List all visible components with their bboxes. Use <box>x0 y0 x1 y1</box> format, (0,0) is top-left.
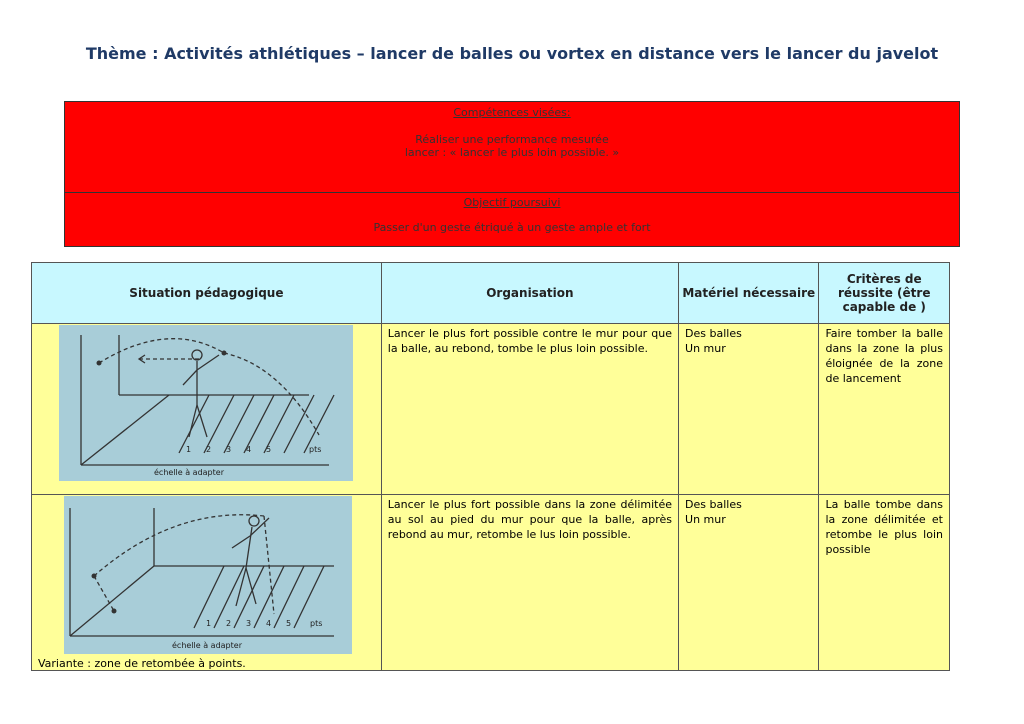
criteres-text: Faire tomber la balle dans la zone la plus éloignée de la zone de lancement <box>825 327 943 385</box>
table-row <box>32 495 950 671</box>
header-materiel: Matériel nécessaire <box>679 263 819 324</box>
organisation-text: Lancer le plus fort possible contre le mur pour que la balle, au rebond, tombe le plus loin possible. <box>387 327 673 355</box>
table-row <box>32 324 950 495</box>
situation-cell <box>32 324 382 495</box>
competences-heading: Compétences visées: <box>453 106 571 119</box>
header-criteres: Critères de réussite (être capable de ) <box>819 263 950 324</box>
variante-text: Variante : zone de retombée à points. <box>38 657 246 670</box>
objectif-text: Passer d'un geste étriqué à un geste ample et fort <box>373 221 651 234</box>
competences-line-2: lancer : « lancer le plus loin possible. » <box>404 146 620 159</box>
competences-section <box>65 102 959 193</box>
organisation-cell <box>381 495 678 671</box>
competences-line-1: Réaliser une performance mesurée <box>415 133 609 146</box>
situation-cell <box>32 495 382 671</box>
materiel-item: Un mur <box>685 513 726 526</box>
materiel-item: Des balles <box>685 498 742 511</box>
zone-label: 1 <box>186 445 192 454</box>
throw-floor-sketch <box>64 496 352 654</box>
pedagogy-table <box>31 262 950 671</box>
materiel-cell <box>679 324 819 495</box>
criteres-cell <box>819 324 950 495</box>
zone-label: 3 <box>246 619 252 628</box>
zone-label: 2 <box>206 445 212 454</box>
zone-label: 5 <box>286 619 292 628</box>
objectives-box <box>64 101 960 247</box>
organisation-cell <box>381 324 678 495</box>
sketch-scale-label: échelle à adapter <box>154 468 224 477</box>
objectif-section <box>65 192 959 248</box>
throw-wall-sketch <box>59 325 353 481</box>
header-situation: Situation pédagogique <box>32 263 382 324</box>
zone-label: pts <box>309 445 322 454</box>
criteres-text: La balle tombe dans la zone délimitée et retombe le plus loin possible <box>825 498 943 556</box>
organisation-text: Lancer le plus fort possible dans la zone délimitée au sol au pied du mur pour que la balle, après rebond au mur, retombe le lus loin possible. <box>387 498 673 541</box>
header-organisation: Organisation <box>381 263 678 324</box>
materiel-item: Un mur <box>685 342 726 355</box>
zone-label: pts <box>310 619 323 628</box>
materiel-item: Des balles <box>685 327 742 340</box>
criteres-cell <box>819 495 950 671</box>
zone-label: 5 <box>266 445 272 454</box>
sketch-scale-label: échelle à adapter <box>172 641 242 650</box>
zone-label: 3 <box>226 445 232 454</box>
zone-label: 1 <box>206 619 212 628</box>
table-header-row <box>32 263 950 324</box>
page-title: Thème : Activités athlétiques – lancer de balles ou vortex en distance vers le lancer du javelot <box>85 44 939 63</box>
zone-label: 2 <box>226 619 232 628</box>
materiel-cell <box>679 495 819 671</box>
zone-label: 4 <box>266 619 272 628</box>
objectif-heading: Objectif poursuivi <box>463 196 561 209</box>
zone-label: 4 <box>246 445 252 454</box>
